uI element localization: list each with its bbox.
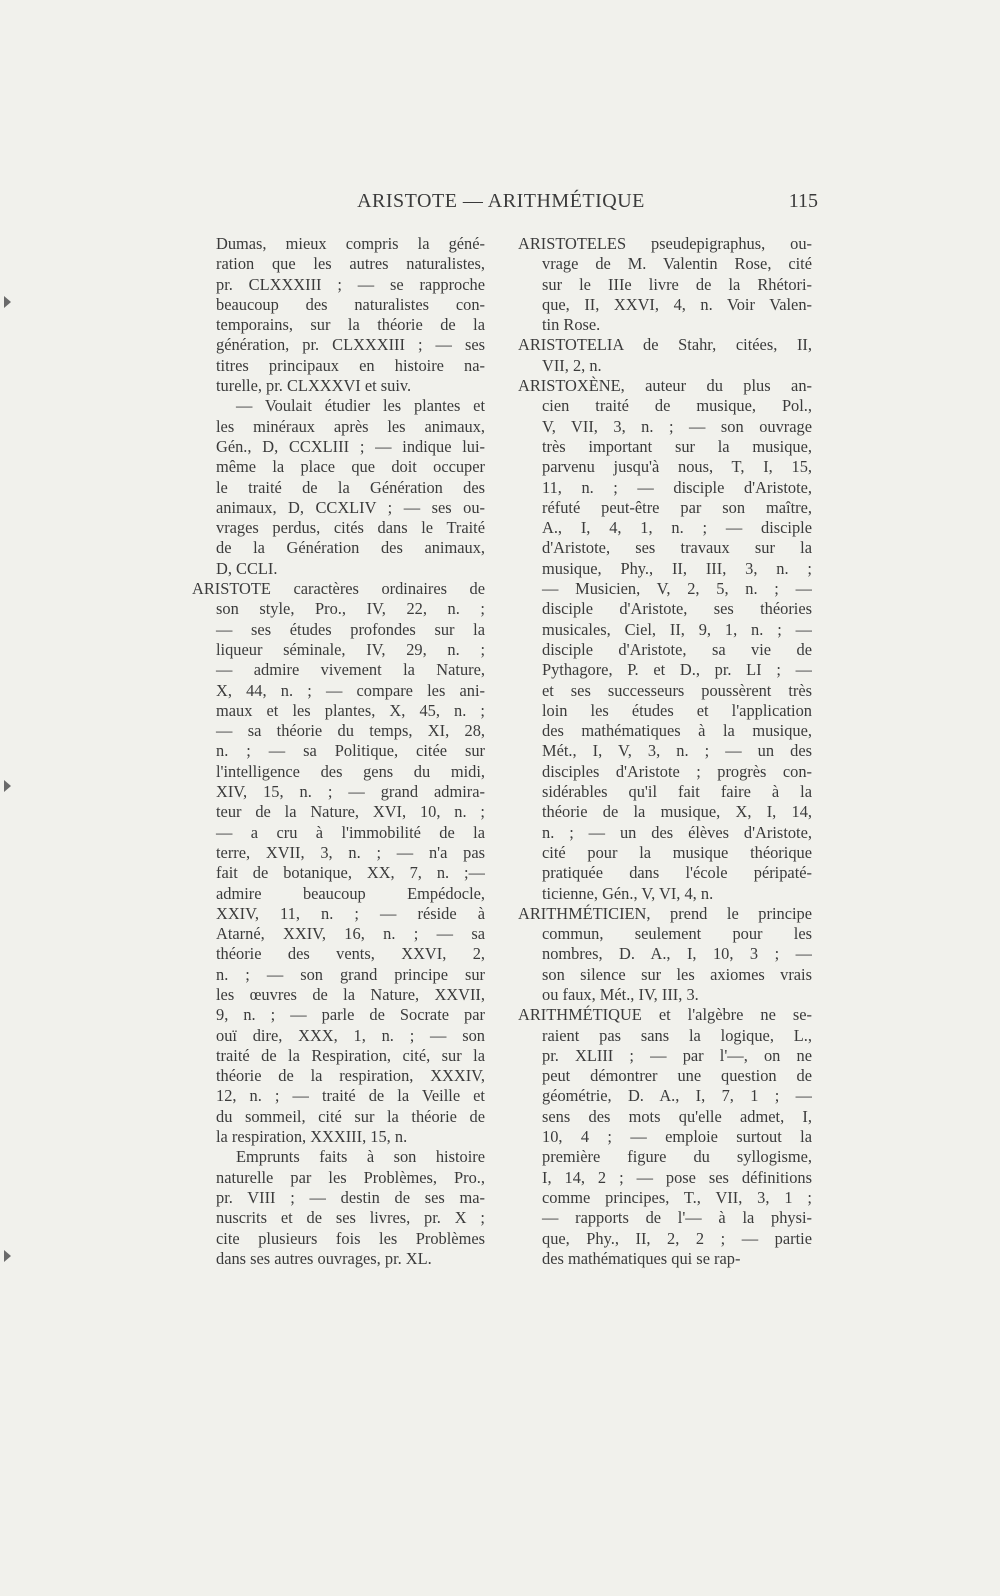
left-column-line: turelle, pr. CLXXXVI et suiv. xyxy=(216,376,412,396)
left-column-line: nuscrits et de ses livres, pr. X ; xyxy=(216,1208,485,1228)
left-column-line: ration que les autres naturalistes, xyxy=(216,254,485,274)
right-column-line: des mathématiques qui se rap- xyxy=(542,1248,741,1268)
right-column-line: pratiquée dans l'école péripaté- xyxy=(542,863,812,883)
right-column-line: ARITHMÉTICIEN, prend le principe xyxy=(518,903,812,923)
left-column-line: n. ; — sa Politique, citée sur xyxy=(216,741,485,761)
right-column-line: vrage de M. Valentin Rose, cité xyxy=(542,254,812,274)
right-column-line: cien traité de musique, Pol., xyxy=(542,396,812,416)
right-column-line: V, VII, 3, n. ; — son ouvrage xyxy=(542,416,812,436)
left-column-line: Dumas, mieux compris la géné- xyxy=(216,234,485,253)
right-column-line: 11, n. ; — disciple d'Aristote, xyxy=(542,477,812,497)
left-column-line: pr. CLXXXIII ; — se rapproche xyxy=(216,274,485,294)
right-column-line: très important sur la musique, xyxy=(542,436,812,456)
left-column-line: du sommeil, cité sur la théorie de xyxy=(216,1106,485,1126)
margin-mark-icon xyxy=(4,780,11,792)
left-column-line: Emprunts faits à son histoire xyxy=(236,1147,485,1167)
left-column-line: animaux, D, CCXLIV ; — ses ou- xyxy=(216,497,485,517)
right-column-line: peut démontrer une question de xyxy=(542,1066,812,1086)
page-number: 115 xyxy=(788,190,818,212)
left-column-line: n. ; — son grand principe sur xyxy=(216,964,485,984)
right-column-line: — Musicien, V, 2, 5, n. ; — xyxy=(542,579,812,599)
left-column-line: les minéraux après les animaux, xyxy=(216,416,485,436)
right-column-line: géométrie, D. A., I, 7, 1 ; — xyxy=(542,1086,812,1106)
right-column-line: réfuté peut-être par son maître, xyxy=(542,497,812,517)
right-column-line: et ses successeurs poussèrent très xyxy=(542,680,812,700)
right-column-line: théorie de la musique, X, I, 14, xyxy=(542,802,812,822)
left-column-line: naturelle par les Problèmes, Pro., xyxy=(216,1167,485,1187)
left-column-line: ARISTOTE caractères ordinaires de xyxy=(192,579,485,599)
left-column-line: ouï dire, XXX, 1, n. ; — son xyxy=(216,1025,485,1045)
right-column-line: musique, Phy., II, III, 3, n. ; xyxy=(542,558,812,578)
left-column-line: de la Génération des animaux, xyxy=(216,538,485,558)
left-column-line: cite plusieurs fois les Problèmes xyxy=(216,1228,485,1248)
left-column-line: liqueur séminale, IV, 29, n. ; xyxy=(216,639,485,659)
left-column-line: beaucoup des naturalistes con- xyxy=(216,294,485,314)
right-column-line: parvenu jusqu'à nous, T, I, 15, xyxy=(542,457,812,477)
right-column-line: sidérables qu'il fait faire à la xyxy=(542,782,812,802)
left-column-line: teur de la Nature, XVI, 10, n. ; xyxy=(216,802,485,822)
margin-mark-icon xyxy=(4,296,11,308)
left-column-line: traité de la Respiration, cité, sur la xyxy=(216,1045,485,1065)
left-column-line: théorie des vents, XXVI, 2, xyxy=(216,944,485,964)
left-column-line: admire beaucoup Empédocle, xyxy=(216,883,485,903)
left-column-line: fait de botanique, XX, 7, n. ;— xyxy=(216,863,485,883)
running-title: ARISTOTE — ARITHMÉTIQUE xyxy=(357,190,645,212)
right-column-line: 10, 4 ; — emploie surtout la xyxy=(542,1127,812,1147)
left-column-line: terre, XVII, 3, n. ; — n'a pas xyxy=(216,842,485,862)
right-column-line: que, Phy., II, 2, 2 ; — partie xyxy=(542,1228,812,1248)
left-column-line: le traité de la Génération des xyxy=(216,477,485,497)
left-column-line: D, CCLI. xyxy=(216,558,278,578)
right-column-line: ARISTOTELES pseudepigraphus, ou- xyxy=(518,234,812,253)
left-column-line: temporains, sur la théorie de la xyxy=(216,315,485,335)
left-column-line: l'intelligence des gens du midi, xyxy=(216,761,485,781)
right-column-line: VII, 2, n. xyxy=(542,355,602,375)
right-column-line: ticienne, Gén., V, VI, 4, n. xyxy=(542,883,714,903)
left-column-line: 9, n. ; — parle de Socrate par xyxy=(216,1005,485,1025)
left-column-line: la respiration, XXXIII, 15, n. xyxy=(216,1127,408,1147)
right-column-line: des mathématiques à la musique, xyxy=(542,721,812,741)
left-column-line: pr. VIII ; — destin de ses ma- xyxy=(216,1187,485,1207)
left-column-line: les œuvres de la Nature, XXVII, xyxy=(216,984,485,1004)
right-column-line: que, II, XXVI, 4, n. Voir Valen- xyxy=(542,294,812,314)
right-column-line: A., I, 4, 1, n. ; — disciple xyxy=(542,518,812,538)
page-header xyxy=(184,190,818,220)
left-column-line: 12, n. ; — traité de la Veille et xyxy=(216,1086,485,1106)
right-column-line: n. ; — un des élèves d'Aristote, xyxy=(542,822,812,842)
right-column-line: sur le IIIe livre de la Rhétori- xyxy=(542,274,812,294)
left-column-line: XIV, 15, n. ; — grand admira- xyxy=(216,782,485,802)
right-column-line: Pythagore, P. et D., pr. LI ; — xyxy=(542,660,812,680)
right-column-line: raient pas sans la logique, L., xyxy=(542,1025,812,1045)
margin-mark-icon xyxy=(4,1250,11,1262)
left-column-line: son style, Pro., IV, 22, n. ; xyxy=(216,599,485,619)
left-column-line: — a cru à l'immobilité de la xyxy=(216,822,485,842)
right-column-line: commun, seulement pour les xyxy=(542,924,812,944)
right-column-line: I, 14, 2 ; — pose ses définitions xyxy=(542,1167,812,1187)
right-column-line: tin Rose. xyxy=(542,315,601,335)
right-column-line: son silence sur les axiomes vrais xyxy=(542,964,812,984)
left-column-line: — admire vivement la Nature, xyxy=(216,660,485,680)
left-column-line: — ses études profondes sur la xyxy=(216,619,485,639)
right-column-line: d'Aristote, ses travaux sur la xyxy=(542,538,812,558)
left-column-line: Gén., D, CCXLIII ; — indique lui- xyxy=(216,436,485,456)
right-column-line: ARISTOXÈNE, auteur du plus an- xyxy=(518,376,812,396)
left-column-line: — Voulait étudier les plantes et xyxy=(236,396,485,416)
right-column-line: cité pour la musique théorique xyxy=(542,842,812,862)
left-column-line: même la place que doit occuper xyxy=(216,457,485,477)
right-column-line: ARITHMÉTIQUE et l'algèbre ne se- xyxy=(518,1005,812,1025)
left-column-line: titres principaux en histoire na- xyxy=(216,355,485,375)
right-column-line: Mét., I, V, 3, n. ; — un des xyxy=(542,741,812,761)
right-column-line: disciple d'Aristote, sa vie de xyxy=(542,639,812,659)
right-column xyxy=(518,234,812,1269)
right-column-line: nombres, D. A., I, 10, 3 ; — xyxy=(542,944,812,964)
right-column-line: pr. XLIII ; — par l'—, on ne xyxy=(542,1045,812,1065)
left-column-line: théorie de la respiration, XXXIV, xyxy=(216,1066,485,1086)
left-column-line: vrages perdus, cités dans le Traité xyxy=(216,518,485,538)
right-column-line: ARISTOTELIA de Stahr, citées, II, xyxy=(518,335,812,355)
left-column-line: — sa théorie du temps, XI, 28, xyxy=(216,721,485,741)
left-column-line: X, 44, n. ; — compare les ani- xyxy=(216,680,485,700)
left-column xyxy=(192,234,485,1269)
left-column-line: XXIV, 11, n. ; — réside à xyxy=(216,903,485,923)
left-column-line: dans ses autres ouvrages, pr. XL. xyxy=(216,1248,432,1268)
right-column-line: disciples d'Aristote ; progrès con- xyxy=(542,761,812,781)
right-column-line: sens des mots qu'elle admet, I, xyxy=(542,1106,812,1126)
left-column-line: maux et les plantes, X, 45, n. ; xyxy=(216,700,485,720)
right-column-line: comme principes, T., VII, 3, 1 ; xyxy=(542,1187,812,1207)
right-column-line: disciple d'Aristote, ses théories xyxy=(542,599,812,619)
right-column-line: — rapports de l'— à la physi- xyxy=(542,1208,812,1228)
left-column-line: génération, pr. CLXXXIII ; — ses xyxy=(216,335,485,355)
right-column-line: loin les études et l'application xyxy=(542,700,812,720)
left-column-line: Atarné, XXIV, 16, n. ; — sa xyxy=(216,924,485,944)
right-column-line: musicales, Ciel, II, 9, 1, n. ; — xyxy=(542,619,812,639)
right-column-line: première figure du syllogisme, xyxy=(542,1147,812,1167)
right-column-line: ou faux, Mét., IV, III, 3. xyxy=(542,984,699,1004)
